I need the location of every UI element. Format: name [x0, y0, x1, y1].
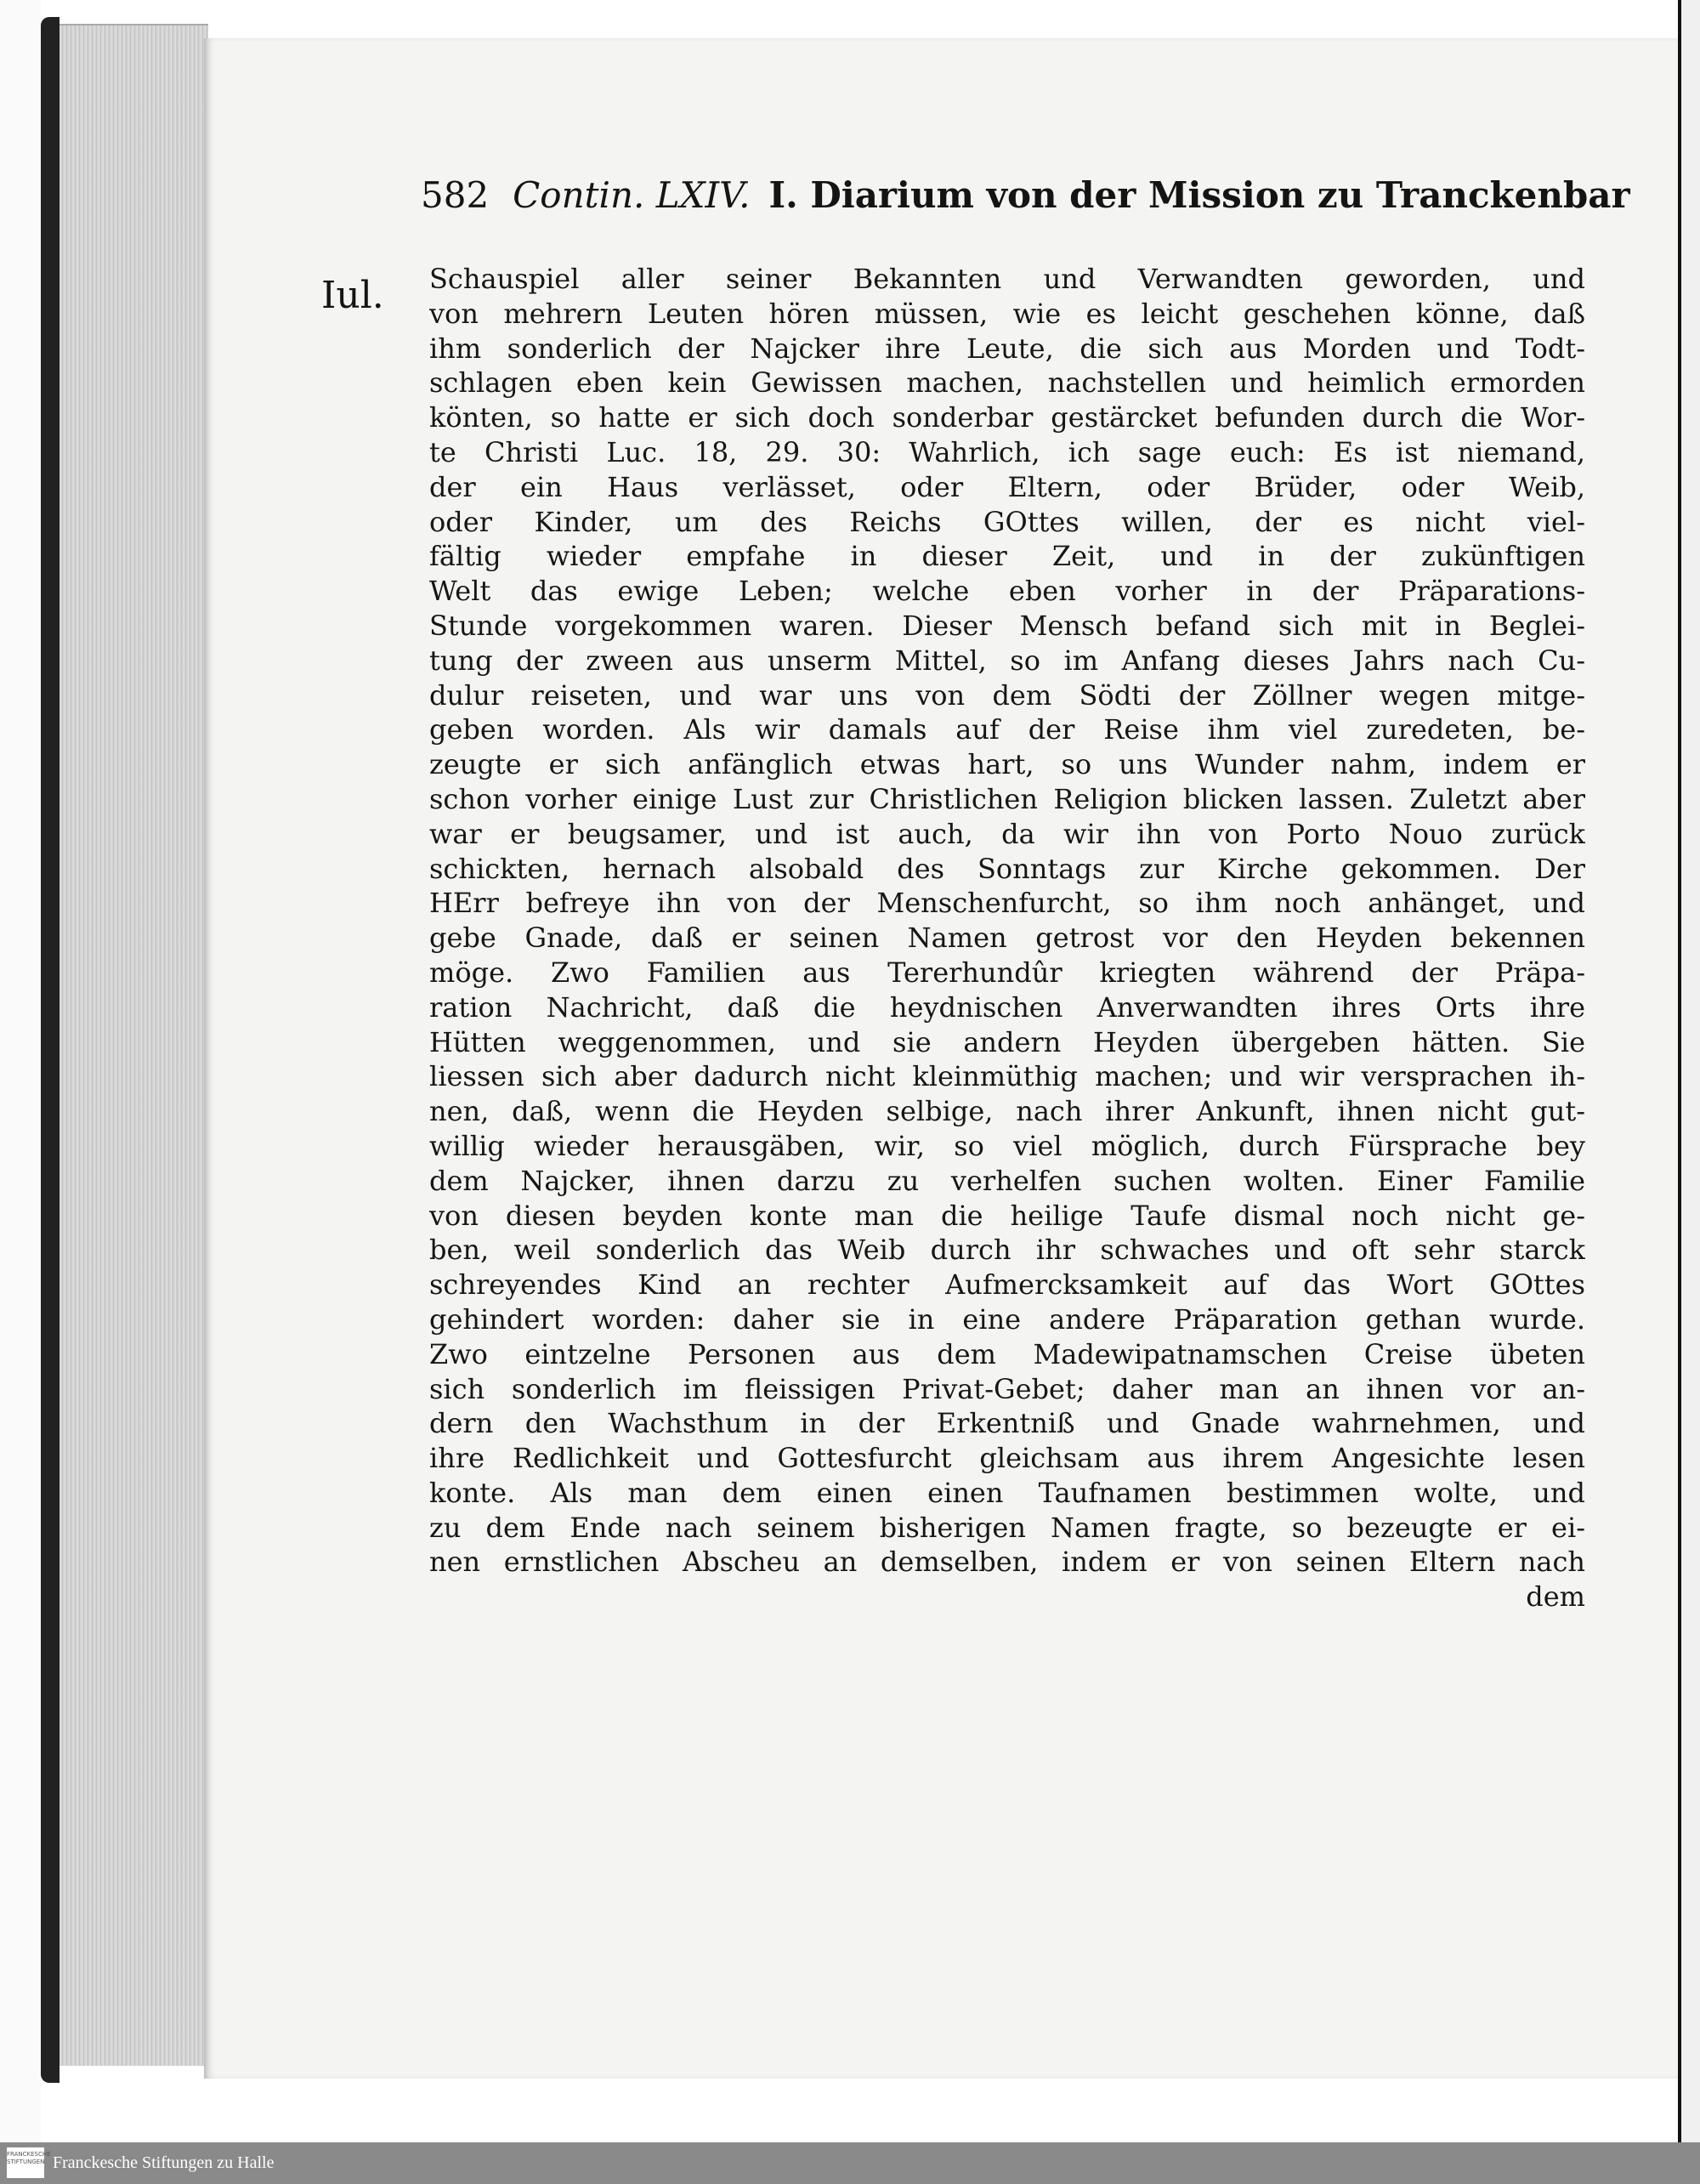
text-line: sich sonderlich im fleissigen Privat-Gebet; daher man an ihnen vor an-	[429, 1372, 1585, 1405]
text-line: ihm sonderlich der Najcker ihre Leute, die sich aus Morden und Todt-	[429, 332, 1585, 365]
scanner-right-edge	[1678, 0, 1700, 2142]
text-line: war er beugsamer, und ist auch, da wir ihn von Porto Nouo zurück	[429, 817, 1585, 850]
text-line: geben worden. Als wir damals auf der Reise ihm viel zuredeten, be-	[429, 713, 1585, 746]
text-line: nen ernstlichen Abscheu an demselben, indem er von seinen Eltern nach	[429, 1546, 1585, 1579]
text-line: Stunde vorgekommen waren. Dieser Mensch befand sich mit in Beglei-	[429, 609, 1585, 642]
text-line: schreyendes Kind an rechter Aufmercksamkeit auf das Wort GOttes	[429, 1268, 1585, 1302]
text-line: zu dem Ende nach seinem bisherigen Namen fragte, so bezeugte er ei-	[429, 1511, 1585, 1544]
text-line: fältig wieder empfahe in dieser Zeit, und in der zukünftigen	[429, 540, 1585, 573]
text-line: liessen sich aber dadurch nicht kleinmüthig machen; und wir versprachen ih-	[429, 1060, 1585, 1093]
text-line: gehindert worden: daher sie in eine andere Präparation gethan wurde.	[429, 1302, 1585, 1336]
text-line: zeugte er sich anfänglich etwas hart, so uns Wunder nahm, indem er	[429, 748, 1585, 781]
text-line: HErr befreye ihn von der Menschenfurcht, so ihm noch anhänget, und	[429, 887, 1585, 920]
text-line: ration Nachricht, daß die heydnischen Anverwandten ihres Orts ihre	[429, 990, 1585, 1024]
scanner-background	[0, 0, 41, 2142]
text-line: der ein Haus verlässet, oder Eltern, oder Brüder, oder Weib,	[429, 470, 1585, 503]
text-line: Zwo eintzelne Personen aus dem Madewipatnamschen Creise übeten	[429, 1337, 1585, 1370]
running-title: I. Diarium von der Mission zu Tranckenbar	[768, 174, 1630, 216]
text-line: von mehrern Leuten hören müssen, wie es leicht geschehen könne, daß	[429, 297, 1585, 330]
text-line: tung der zween aus unserm Mittel, so im Anfang dieses Jahrs nach Cu-	[429, 644, 1585, 677]
text-line: konte. Als man dem einen einen Taufnamen bestimmen wolte, und	[429, 1476, 1585, 1509]
text-line: von diesen beyden konte man die heilige Taufe dismal noch nicht ge-	[429, 1199, 1585, 1232]
catchword: dem	[1526, 1580, 1585, 1614]
continuation-label: Contin. LXIV.	[513, 174, 751, 216]
text-line: schon vorher einige Lust zur Christlichen Religion blicken lassen. Zuletzt aber	[429, 782, 1585, 815]
text-line: dem Najcker, ihnen darzu zu verhelfen suchen wolten. Einer Familie	[429, 1164, 1585, 1197]
text-line: möge. Zwo Familien aus Tererhundûr kriegten während der Präpa-	[429, 956, 1585, 989]
page-number: 582	[421, 174, 490, 216]
text-line: dern den Wachsthum in der Erkentniß und Gnade wahrnehmen, und	[429, 1407, 1585, 1440]
text-line: Hütten weggenommen, und sie andern Heyden übergeben hätten. Sie	[429, 1025, 1585, 1058]
text-line: nen, daß, wenn die Heyden selbige, nach ihrer Ankunft, ihnen nicht gut-	[429, 1095, 1585, 1128]
institution-logo: FRANCKESCHE STIFTUNGEN	[7, 2147, 44, 2178]
institution-name: Franckesche Stiftungen zu Halle	[53, 2153, 275, 2172]
text-line: dulur reiseten, und war uns von dem Södti der Zöllner wegen mitge-	[429, 678, 1585, 712]
text-line: ben, weil sonderlich das Weib durch ihr schwaches und oft sehr starck	[429, 1234, 1585, 1267]
text-line: Schauspiel aller seiner Bekannten und Verwandten geworden, und	[429, 263, 1585, 295]
text-line: schlagen eben kein Gewissen machen, nachstellen und heimlich ermorden	[429, 366, 1585, 400]
margin-note-month: Iul.	[321, 274, 384, 317]
text-line: te Christi Luc. 18, 29. 30: Wahrlich, ich sage euch: Es ist niemand,	[429, 435, 1585, 468]
running-head	[421, 170, 1630, 221]
text-line: ihre Redlichkeit und Gottesfurcht gleichsam aus ihrem Angesichte lesen	[429, 1442, 1585, 1475]
text-line: Welt das ewige Leben; welche eben vorher in der Präparations-	[429, 575, 1585, 608]
text-line: gebe Gnade, daß er seinen Namen getrost vor den Heyden bekennen	[429, 922, 1585, 955]
page-stack-edges	[60, 24, 208, 2066]
text-line: willig wieder herausgäben, wir, so viel möglich, durch Fürsprache bey	[429, 1129, 1585, 1162]
book-cover-edge	[41, 17, 60, 2083]
text-line: oder Kinder, um des Reichs GOttes willen, der es nicht viel-	[429, 505, 1585, 538]
text-line: könten, so hatte er sich doch sonderbar gestärcket befunden durch die Wor-	[429, 401, 1585, 434]
body-text	[429, 262, 1585, 1614]
footer-bar	[0, 2142, 1700, 2184]
text-line: schickten, hernach alsobald des Sonntags zur Kirche gekommen. Der	[429, 852, 1585, 885]
